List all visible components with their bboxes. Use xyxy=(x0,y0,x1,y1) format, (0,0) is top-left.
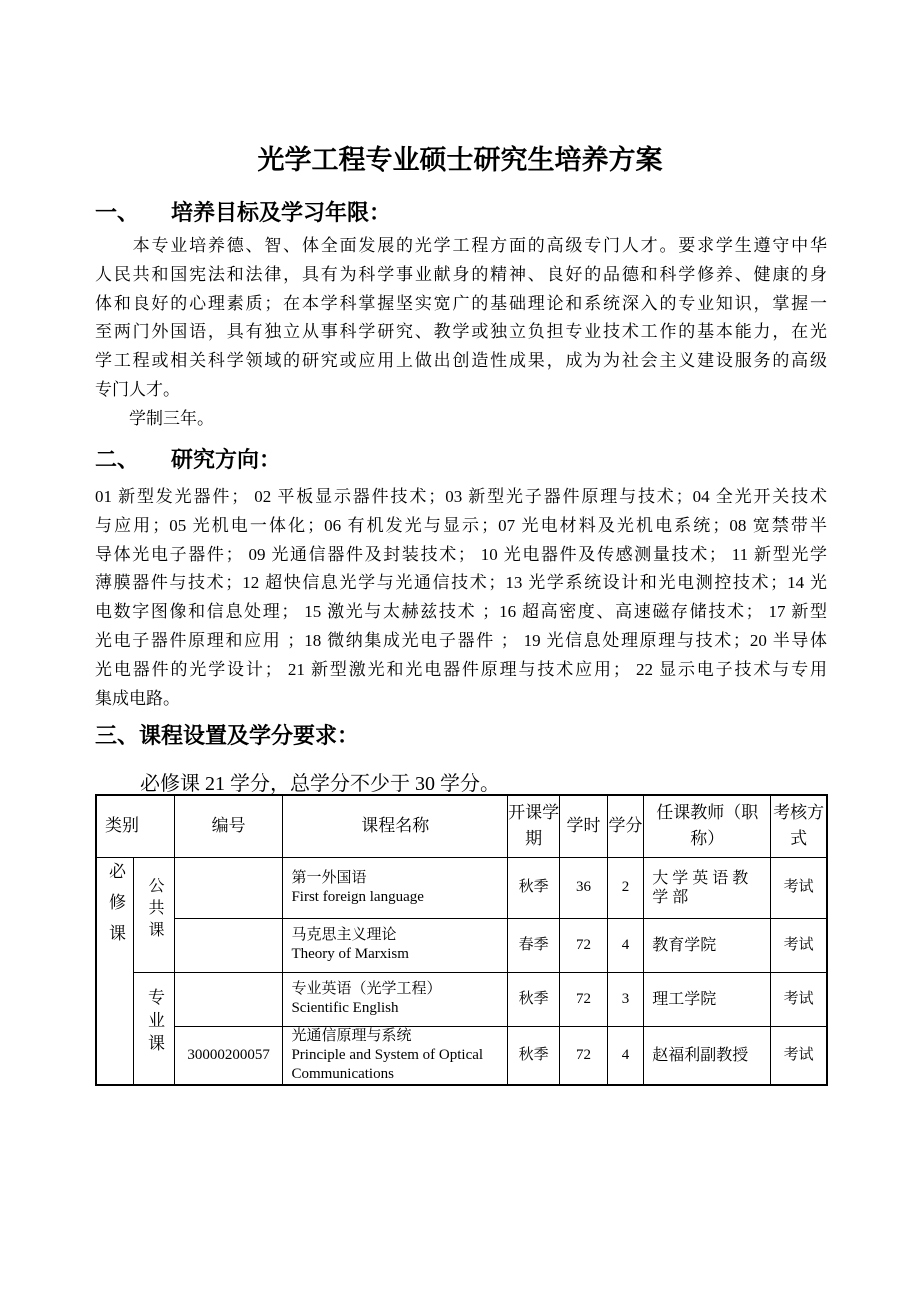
course-credits: 3 xyxy=(607,972,644,1026)
subcategory-major xyxy=(134,972,175,1085)
course-credits: 4 xyxy=(607,918,644,972)
category-required xyxy=(96,857,134,1085)
course-name xyxy=(283,857,508,918)
course-teacher: 赵福利副教授 xyxy=(644,1026,771,1085)
category-label: 必修课 xyxy=(106,861,125,955)
course-code xyxy=(174,857,283,918)
table-row xyxy=(96,1026,827,1085)
course-hours: 72 xyxy=(560,1026,607,1085)
course-name-en: Scientific English xyxy=(291,1000,399,1016)
paragraph-line: 本专业培养德、智、体全面发展的光学工程方面的高级专门人才。要求学生遵守中华 xyxy=(95,236,827,255)
paragraph-line: 集成电路。 xyxy=(95,688,180,708)
table-row xyxy=(96,918,827,972)
course-name-en: Principle and System of Optical Communications xyxy=(291,1046,484,1082)
subcategory-label: 专业课 xyxy=(144,988,164,1057)
paragraph-line: 人民共和国宪法和法律，具有为科学事业献身的精神、良好的品德和科学修养、健康的身 xyxy=(95,264,827,284)
credits-note: 必修课 21 学分，总学分不少于 30 学分。 xyxy=(140,773,500,795)
document-title: 光学工程专业硕士研究生培养方案 xyxy=(257,145,663,175)
section-number: 一、 xyxy=(95,200,140,225)
course-name-cn: 第一外国语 xyxy=(291,869,367,886)
course-teacher: 教育学院 xyxy=(644,918,771,972)
course-name xyxy=(283,1026,508,1085)
course-teacher: 理工学院 xyxy=(644,972,771,1026)
course-hours: 72 xyxy=(560,918,607,972)
course-hours: 36 xyxy=(560,857,607,918)
course-hours: 72 xyxy=(560,972,607,1026)
table-row xyxy=(96,857,827,918)
course-name-en: First foreign language xyxy=(291,888,424,905)
paragraph-line: 电数字图像和信息处理； 15 激光与太赫兹技术 ；16 超高密度、高速磁存储技术； 17 新型 xyxy=(95,602,827,622)
paragraph-line: 光电子器件原理和应用 ；18 微纳集成光电子器件 ； 19 光信息处理原理与技术；20 半导体 xyxy=(95,631,827,650)
paragraph-line: 导体光电子器件； 09 光通信器件及封装技术； 10 光电器件及传感测量技术； 11 新型光学 xyxy=(95,544,827,564)
course-exam: 考试 xyxy=(771,857,827,918)
paragraph-line: 光电器件的光学设计； 21 新型激光和光电器件原理与技术应用； 22 显示电子技术与专用 xyxy=(95,659,827,679)
section3-heading: 三、课程设置及学分要求： xyxy=(95,723,360,748)
header-category: 类别 xyxy=(96,795,174,857)
header-term: 开课学期 xyxy=(508,795,560,857)
header-name: 课程名称 xyxy=(283,795,508,857)
header-code: 编号 xyxy=(174,795,283,857)
course-credits: 4 xyxy=(607,1026,644,1085)
course-code xyxy=(174,972,283,1026)
course-exam: 考试 xyxy=(771,1026,827,1085)
duration-text: 学制三年。 xyxy=(95,408,214,428)
course-exam: 考试 xyxy=(771,918,827,972)
course-term: 秋季 xyxy=(508,1026,560,1085)
section-title: 研究方向： xyxy=(171,447,282,472)
course-name-en: Theory of Marxism xyxy=(291,946,409,962)
course-credits: 2 xyxy=(607,857,644,918)
course-term: 春季 xyxy=(508,918,560,972)
paragraph-line: 与应用；05 光机电一体化；06 有机发光与显示；07 光电材料及光机电系统；08 宽禁带半 xyxy=(95,515,827,535)
course-name xyxy=(283,918,508,972)
paragraph-line: 学工程或相关科学领域的研究或应用上做出创造性成果，成为为社会主义建设服务的高级 xyxy=(95,351,827,371)
course-code xyxy=(174,918,283,972)
subcategory-public xyxy=(134,857,175,972)
section-number: 二、 xyxy=(95,447,140,472)
table-row xyxy=(96,972,827,1026)
paragraph-line: 体和良好的心理素质；在本学科掌握坚实宽广的基础理论和系统深入的专业知识，掌握一 xyxy=(95,293,827,313)
course-teacher: 大学英语教学部 xyxy=(644,857,771,918)
paragraph-line: 01 新型发光器件； 02 平板显示器件技术；03 新型光子器件原理与技术；04 全光开关技术 xyxy=(95,487,827,506)
header-exam: 考核方式 xyxy=(771,795,827,857)
subcategory-label: 公共课 xyxy=(145,877,163,943)
course-table xyxy=(95,794,828,1086)
course-name-cn: 光通信原理与系统 xyxy=(291,1027,412,1044)
course-name-cn: 马克思主义理论 xyxy=(291,927,397,943)
table-header-row xyxy=(96,795,827,857)
paragraph-line: 专门人才。 xyxy=(95,380,180,399)
course-code: 30000200057 xyxy=(174,1026,283,1085)
header-hours: 学时 xyxy=(560,795,607,857)
course-term: 秋季 xyxy=(508,857,560,918)
section-title: 培养目标及学习年限： xyxy=(171,200,392,225)
course-name xyxy=(283,972,508,1026)
paragraph-line: 薄膜器件与技术；12 超快信息光学与光通信技术；13 光学系统设计和光电测控技术；14 光 xyxy=(95,573,827,593)
paragraph-line: 至两门外国语，具有独立从事科学研究、教学或独立负担专业技术工作的基本能力，在光 xyxy=(95,322,827,342)
section1-heading xyxy=(95,196,391,227)
header-credits: 学分 xyxy=(607,795,644,857)
course-exam: 考试 xyxy=(771,972,827,1026)
header-teacher: 任课教师（职称） xyxy=(644,795,771,857)
course-name-cn: 专业英语（光学工程） xyxy=(291,981,442,997)
section2-heading xyxy=(95,443,281,474)
course-term: 秋季 xyxy=(508,972,560,1026)
